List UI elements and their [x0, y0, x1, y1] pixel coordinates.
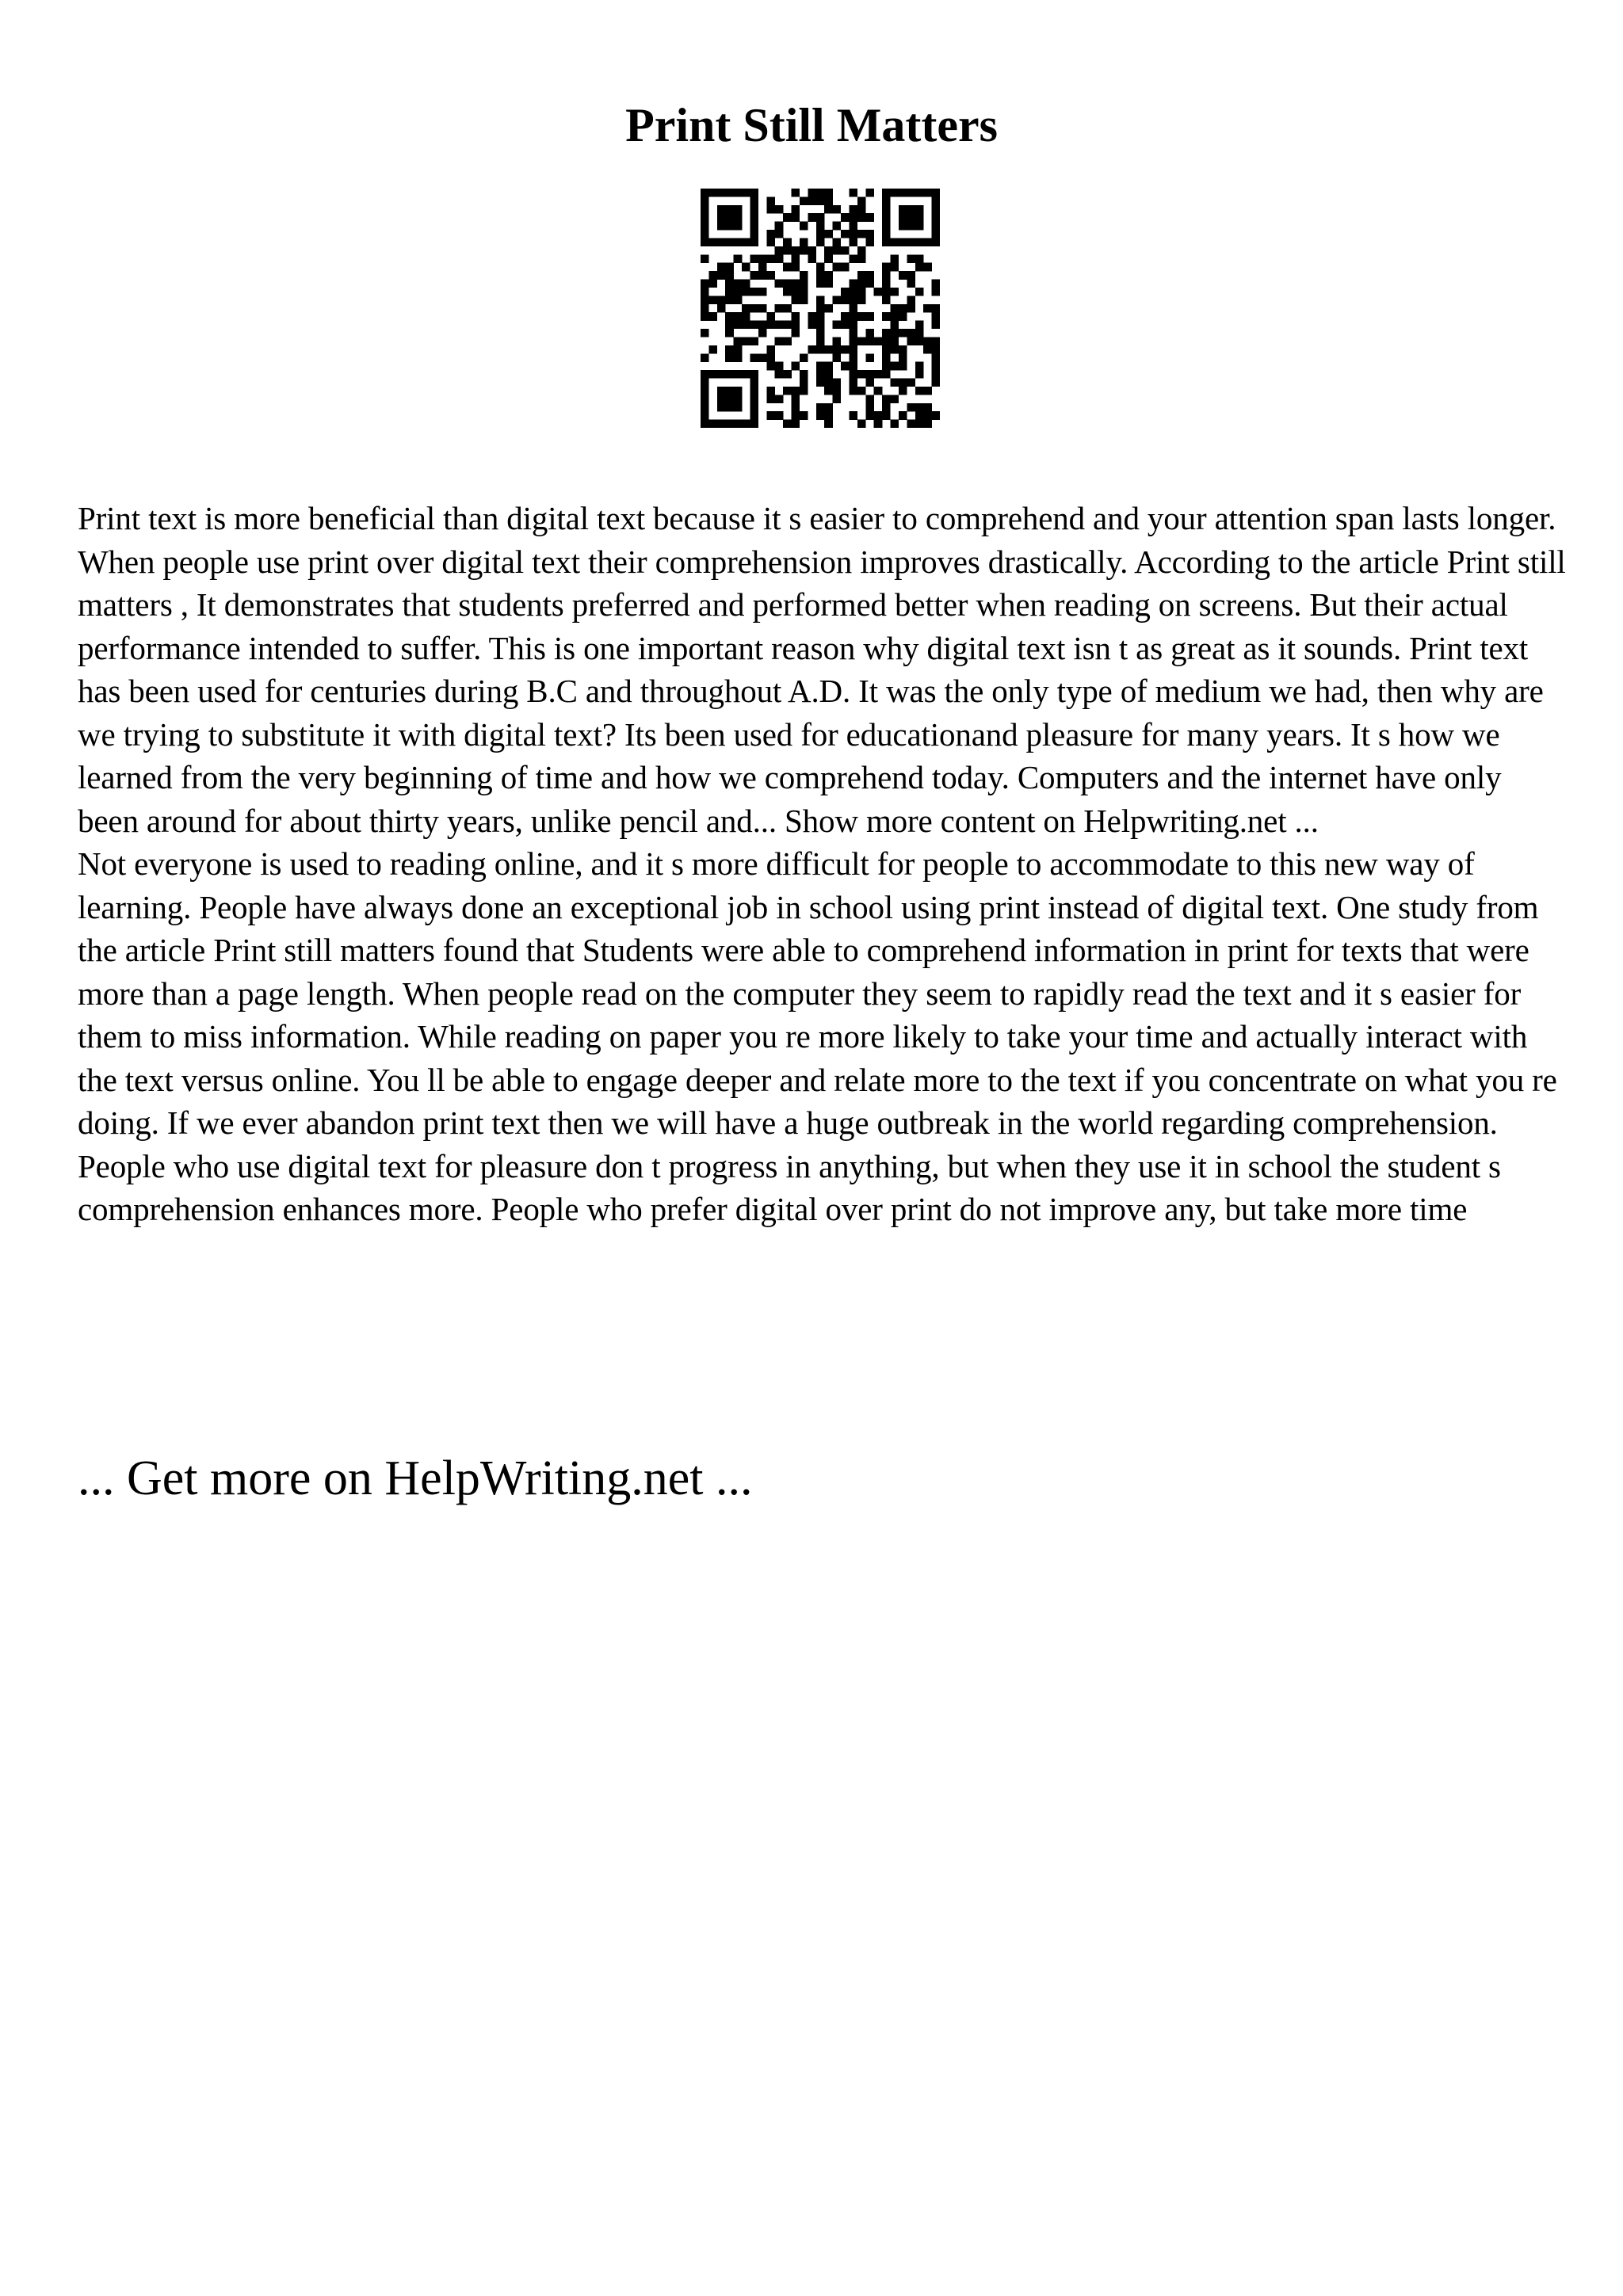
get-more-link[interactable]: ... Get more on HelpWriting.net ... — [78, 1451, 753, 1505]
article-paragraph-1: Print text is more beneficial than digital text because it s easier to comprehend and your attention span lasts longer. When people use print over digital text their comprehension improves drastically. According to the article Print still matters , It demonstrates that students preferred and performed better when reading on screens. But their actual performance intended to suffer. This is one important reason why digital text isn t as great as it sounds. Print text has been used for centuries during B.C and throughout A.D. It was the only type of medium we had, then why are we trying to substitute it with digital text? Its been used for educationand pleasure for many years. It s how we learned from the very beginning of time and how we comprehend today. Computers and the internet have only been around for about thirty years, unlike pencil and... Show more content on Helpwriting.net ... — [78, 500, 1566, 839]
page-title: Print Still Matters — [625, 99, 998, 151]
qr-code-icon[interactable] — [701, 189, 940, 428]
qr-code-graphic — [701, 189, 940, 428]
article-paragraph-2: Not everyone is used to reading online, and it s more difficult for people to accommodate to this new way of learning. People have always done an exceptional job in school using print instead of digital text. One study from the article Print still matters found that Students were able to comprehend information in print for texts that were more than a page length. When people read on the computer they seem to rapidly read the text and it s easier for them to miss information. While reading on paper you re more likely to take your time and actually interact with the text versus online. You ll be able to engage deeper and relate more to the text if you concentrate on what you re doing. If we ever abandon print text then we will have a huge outbreak in the world regarding comprehension. People who use digital text for pleasure don t progress in anything, but when they use it in school the student s comprehension enhances more. People who prefer digital over print do not improve any, but take more time — [78, 845, 1557, 1227]
article-body — [78, 497, 1568, 1231]
